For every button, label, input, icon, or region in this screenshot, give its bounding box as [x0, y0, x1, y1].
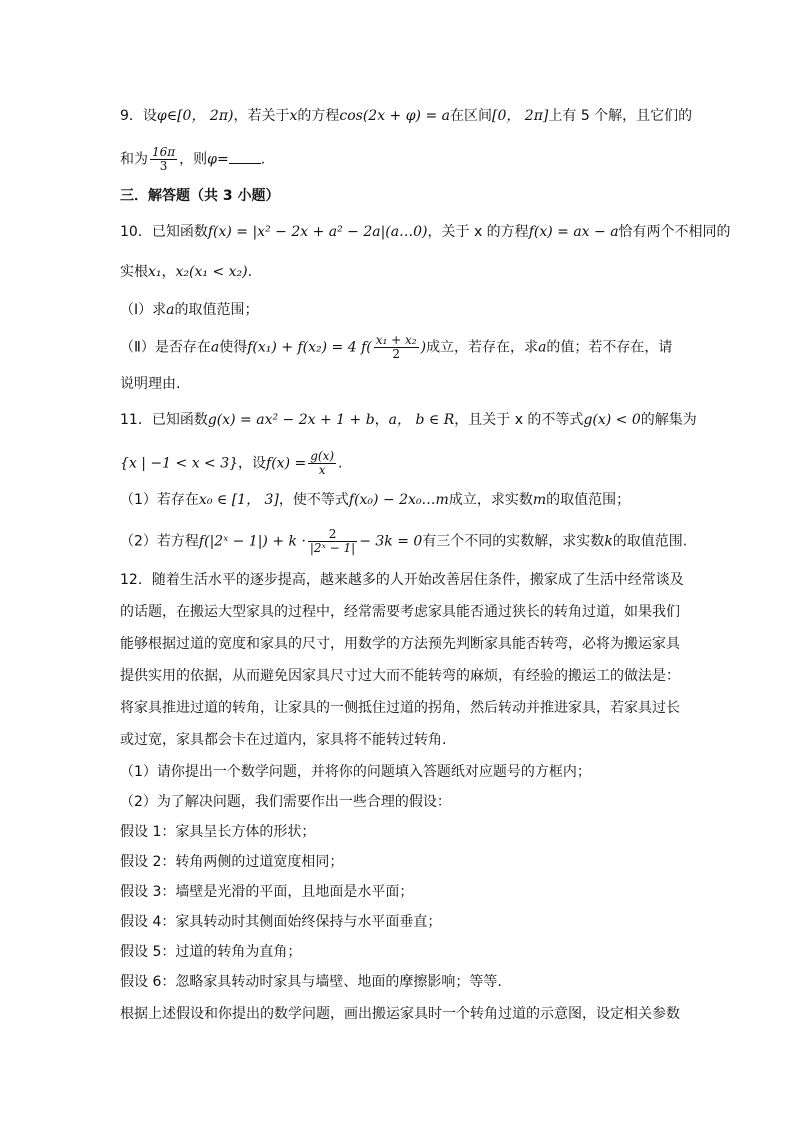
q10-function: f(x) = |x² − 2x + a² − 2a|(a…0)	[207, 224, 428, 240]
q11-part2-label: （2）若方程	[120, 533, 199, 550]
q9-frac-den: 3	[159, 159, 168, 173]
q11-part1-m: m	[532, 492, 547, 508]
q11-text3: ，设	[238, 455, 267, 472]
q12-line: 能够根据过道的宽度和家具的尺寸，用数学的方法预先判断家具能否转弯，必将为搬运家具	[120, 636, 680, 652]
q12-assumption: 假设 4：家具转动时其侧面始终保持与水平面垂直；	[120, 914, 442, 930]
q9-text2: 的方程	[297, 108, 340, 124]
q11-part1-text2: 成立，求实数	[448, 492, 533, 508]
q11-part2-fraction	[308, 528, 357, 555]
q9-number: 9．设	[120, 108, 157, 124]
q11-frac-num: g(x)	[310, 449, 335, 463]
q9-var-x: x	[289, 108, 298, 124]
q11-part1-ineq: f(x₀) − 2x₀…m	[348, 492, 449, 508]
q11-solution-set: {x | −1 < x < 3}	[120, 455, 239, 472]
q12-assumption: 假设 3：墙壁是光滑的平面，且地面是水平面；	[120, 884, 414, 900]
q12-part2: （2）为了解决问题，我们需要作出一些合理的假设：	[120, 794, 451, 810]
q11-ab: a， b ∈ R	[388, 412, 455, 428]
q11-period: .	[338, 455, 343, 472]
q11-part2-text2: 的取值范围.	[612, 533, 688, 550]
q12-part1: （1）请你提出一个数学问题，并将你的问题填入答题纸对应题号的方框内；	[120, 764, 591, 780]
q10-frac-num: x₁ + x₂	[375, 333, 417, 347]
q10-part2-text2: 成立，若存在，求	[426, 339, 539, 356]
q10-equation: f(x) = ax − a	[528, 224, 619, 240]
q12-assumption: 假设 2：转角两侧的过道宽度相同；	[120, 854, 344, 870]
q10-part2-label: （Ⅱ）是否存在	[120, 339, 211, 356]
q10-frac-den: 2	[392, 347, 400, 361]
q11-part2-eq2: − 3k = 0	[359, 533, 423, 550]
q9-line2	[120, 146, 674, 173]
q10-line1	[120, 222, 731, 242]
q10-part1	[120, 300, 674, 320]
q12-line: 或过宽，家具都会卡在过道内，家具将不能转过转角.	[120, 732, 447, 748]
q11-part2-k: k	[604, 533, 613, 550]
q11-line2	[120, 450, 674, 477]
q11-part1-text: ，使不等式	[278, 492, 349, 508]
q9-phi: φ	[207, 151, 217, 168]
q10-part2-a: a	[210, 339, 220, 356]
q11-part2-frac-den: |2ˣ − 1|	[309, 541, 356, 555]
q10-part1-text: 的取值范围；	[174, 302, 259, 318]
q12-assumption: 假设 6：忽略家具转动时家具与墙壁、地面的摩擦影响；等等.	[120, 974, 502, 990]
q9-fraction	[150, 146, 177, 173]
q10-roots-label: 实根	[120, 264, 148, 280]
q10-line2	[120, 262, 674, 282]
q10-part2-lhs: f(x₁) + f(x₂) = 4 f(	[247, 339, 372, 356]
q11-number: 11．已知函数	[120, 412, 208, 428]
q12-assumption: 假设 5：过道的转角为直角；	[120, 944, 302, 960]
q11-part1-label: （1）若存在	[120, 492, 199, 508]
q11-part2-eq1: f(|2ˣ − 1|) + k ·	[198, 533, 306, 550]
q11-part1-text3: 的取值范围；	[546, 492, 631, 508]
q9-period: .	[260, 151, 266, 168]
q10-text2: 恰有两个不相同的	[618, 224, 731, 240]
q12-assumption: 假设 1：家具呈长方体的形状；	[120, 824, 316, 840]
q11-function: g(x) = ax² − 2x + 1 + b	[207, 412, 375, 428]
q11-part1	[120, 490, 674, 510]
q10-period: .	[247, 264, 253, 280]
q11-sep: ，	[374, 412, 389, 428]
q10-part1-label: （Ⅰ）求	[120, 302, 167, 318]
q11-inequality: g(x) < 0	[583, 412, 641, 428]
q11-fraction	[308, 450, 336, 477]
q10-part2-a2: a	[538, 339, 547, 356]
q10-part2-text3: 的值；若不存在，请	[546, 339, 673, 356]
q9-interval: [0， 2π]	[491, 108, 549, 124]
q9-text3: 在区间	[449, 108, 492, 124]
q9-line1	[120, 106, 693, 126]
q12-closing: 根据上述假设和你提出的数学问题，画出搬运家具时一个转角过道的示意图，设定相关参数	[120, 1006, 680, 1022]
q10-rparen: )	[420, 339, 427, 356]
q9-phi-range: φ∈[0， 2π)	[156, 108, 234, 124]
q12-line: 将家具推进过道的转角，让家具的一侧抵住过道的拐角，然后转动并推进家具，若家具过长	[120, 700, 680, 716]
q10-x2: x₂(x₁ < x₂)	[175, 264, 248, 280]
q12-line: 12．随着生活水平的逐步提高，越来越多的人开始改善居住条件，搬家成了生活中经常谈及	[120, 572, 684, 588]
q10-part2	[120, 334, 674, 361]
section3-title: 三．解答题（共 3 小题）	[120, 188, 280, 204]
q11-part2-text: 有三个不同的实数解，求实数	[422, 533, 605, 550]
q10-number: 10．已知函数	[120, 224, 208, 240]
q10-part2-fraction	[374, 334, 419, 361]
q11-part2-frac-num: 2	[308, 528, 357, 542]
q9-sum-label: 和为	[120, 151, 148, 168]
q10-part2-text: 使得	[219, 339, 248, 356]
q11-part1-range: x₀ ∈ [1， 3]	[198, 492, 279, 508]
q10-var-a: a	[166, 302, 175, 318]
q9-text: ，若关于	[233, 108, 290, 124]
q11-fx: f(x) =	[266, 455, 307, 472]
q10-text: ，关于 x 的方程	[427, 224, 529, 240]
q9-frac-num: 16π	[152, 145, 176, 159]
q10-sep: ，	[161, 264, 176, 280]
q9-equals: =	[216, 151, 229, 168]
q9-equation: cos(2x + φ) = a	[339, 108, 450, 124]
q10-part2-line2: 说明理由.	[120, 376, 181, 392]
q11-line1	[120, 410, 697, 430]
q9-text4: 上有 5 个解，且它们的	[548, 108, 693, 124]
q12-line: 的话题，在搬运大型家具的过程中，经常需要考虑家具能否通过狭长的转角过道，如果我们	[120, 604, 680, 620]
q11-text: ，且关于 x 的不等式	[454, 412, 584, 428]
q11-text2: 的解集为	[640, 412, 697, 428]
q9-text5: ，则	[179, 151, 208, 168]
q9-answer-blank[interactable]	[229, 151, 261, 164]
q11-part2	[120, 527, 688, 555]
q10-x1: x₁	[148, 264, 162, 280]
q11-frac-den: x	[318, 463, 326, 477]
q12-line: 提供实用的依据，从而避免因家具尺寸过大而不能转弯的麻烦，有经验的搬运工的做法是：	[120, 668, 680, 684]
